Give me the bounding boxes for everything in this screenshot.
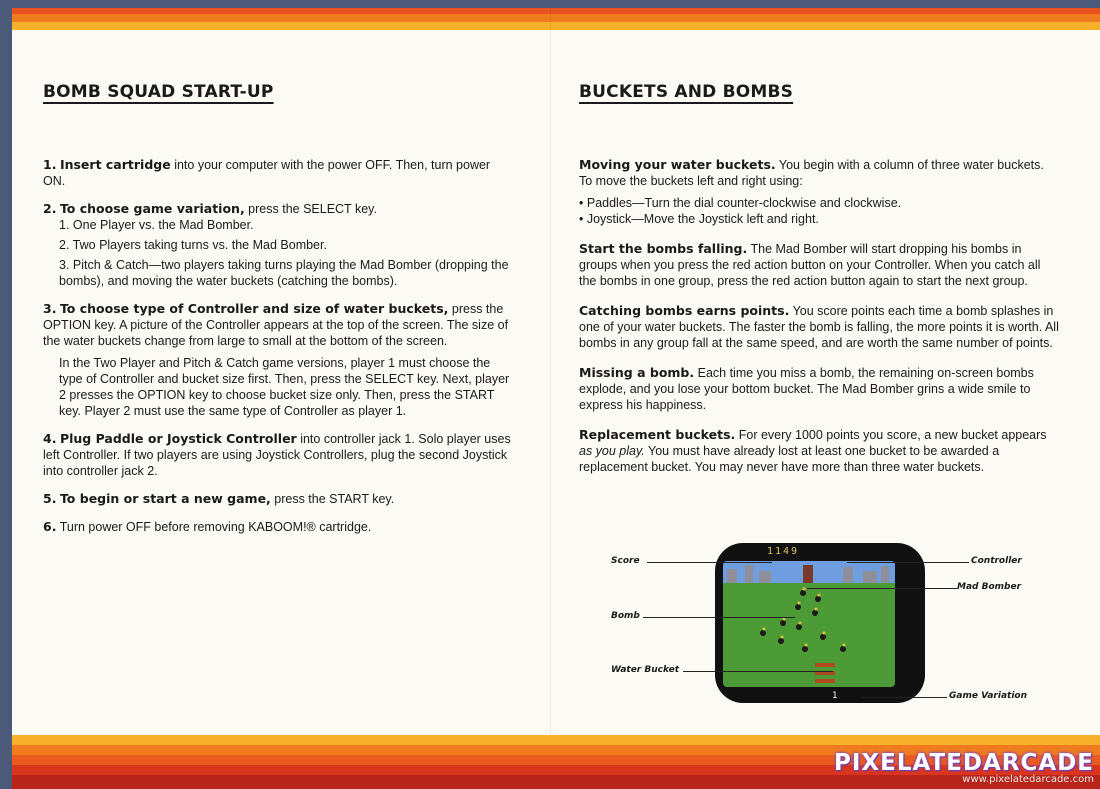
step-lead: Plug Paddle or Joystick Controller [59,431,297,446]
para-text: You begin with a column of three water buckets. To move the buckets left and right using: [579,158,1044,188]
screen-score: 1149 [767,546,800,557]
variation-2: 2. Two Players taking turns vs. the Mad Bomber. [59,238,327,252]
para-text: For every 1000 points you score, a new bucket appears [735,428,1047,442]
mad-bomber-figure [803,565,813,583]
buckets-bombs-text [579,157,1059,489]
para-lead: Start the bombs falling. [579,241,748,256]
game-graphics [723,561,895,687]
para-lead: Missing a bomb. [579,365,695,380]
leader-line [862,697,947,698]
screen-variation: 1 [832,691,838,701]
label-bomb: Bomb [611,611,640,621]
step-6 [43,519,513,535]
leader-line [643,617,795,618]
para-text: You score points each time a bomb splashes in one of your water buckets. The faster the bomb is falling, the more points it is worth. All bombs in any group fall at the same speed, and are worth the same number of points. [579,304,1059,350]
leader-line [807,588,957,589]
controller-list [579,195,1059,227]
step-number: 1. [43,157,57,172]
para-text: The Mad Bomber will start dropping his bombs in groups when you press the red action button on your Controller. When you catch all the bombs in one group, press the red action button again to start the next group. [579,242,1041,288]
water-buckets [815,663,835,683]
label-controller: Controller [971,556,1022,566]
tv-set [715,543,925,703]
label-water-bucket: Water Bucket [611,665,680,675]
step-3-detail: In the Two Player and Pitch & Catch game versions, player 1 must choose the type of Controller and bucket size first. Then, press the SELECT key. Next, player 2 presses the OPTION key to choose bucket size only. Then, press the START key. Player 2 must use the same type of Controller as player 1. [59,356,510,418]
step-1 [43,157,513,189]
screen-diagram [607,541,1037,711]
step-lead: Insert cartridge [59,157,171,172]
para-lead: Catching bombs earns points. [579,303,790,318]
para-lead: Moving your water buckets. [579,157,776,172]
missing-bomb-para [579,365,1059,413]
manual-page [12,8,1100,789]
label-mad-bomber: Mad Bomber [957,582,1022,592]
step-lead: To choose game variation, [59,201,245,216]
step-lead: To begin or start a new game, [59,491,271,506]
step-number: 4. [43,431,57,446]
list-item: • Paddles—Turn the dial counter-clockwise and clockwise. [579,195,1059,211]
para-text-2: You must have already lost at least one bucket to be awarded a replacement bucket. You may never have more than three water buckets. [579,444,1000,474]
step-lead: To choose type of Controller and size of water buckets, [59,301,449,316]
list-item: • Joystick—Move the Joystick left and right. [579,211,1059,227]
game-screen [723,561,895,687]
left-heading: BOMB SQUAD START-UP [43,82,274,102]
leader-line [847,562,969,563]
startup-steps [43,157,513,547]
step-5 [43,491,513,507]
top-stripes [12,8,1100,30]
step-text: press the OPTION key. A picture of the Controller appears at the top of the screen. The size of the water buckets change from large to small at the bottom of the screen. [43,302,509,348]
watermark [834,750,1094,785]
step-number: 5. [43,491,57,506]
step-text: press the START key. [270,492,395,506]
page-fold [550,8,551,789]
step-3 [43,301,513,419]
step-number: 6. [43,519,57,534]
step-text: into controller jack 1. Solo player uses left Controller. If two players are using Joystick Controllers, plug the second Joystick into controller jack 2. [43,432,511,478]
right-heading: BUCKETS AND BOMBS [579,82,794,102]
para-italic: as you play. [579,444,645,458]
label-game-variation: Game Variation [949,691,1027,701]
watermark-title: PIXELATEDARCADE [833,750,1094,776]
step-number: 3. [43,301,57,316]
leader-line [683,671,833,672]
step-2 [43,201,513,289]
variation-1: 1. One Player vs. the Mad Bomber. [59,218,254,232]
variation-3: 3. Pitch & Catch—two players taking turns playing the Mad Bomber (dropping the bombs), and moving the water buckets (catching the bombs). [59,258,509,288]
leader-line [647,562,772,563]
watermark-url: www.pixelatedarcade.com [962,774,1094,785]
replacement-para [579,427,1059,475]
step-4 [43,431,513,479]
start-bombs-para [579,241,1059,289]
label-score: Score [611,556,640,566]
step-text: press the SELECT key. [244,202,377,216]
step-text: Turn power OFF before removing KABOOM!® cartridge. [59,520,372,534]
step-number: 2. [43,201,57,216]
para-lead: Replacement buckets. [579,427,736,442]
catching-bombs-para [579,303,1059,351]
moving-buckets-para [579,157,1059,227]
para-text: Each time you miss a bomb, the remaining on-screen bombs explode, and you lose your bottom bucket. The Mad Bomber grins a wide smile to express his happiness. [579,366,1034,412]
step-text: into your computer with the power OFF. Then, turn power ON. [43,158,491,188]
